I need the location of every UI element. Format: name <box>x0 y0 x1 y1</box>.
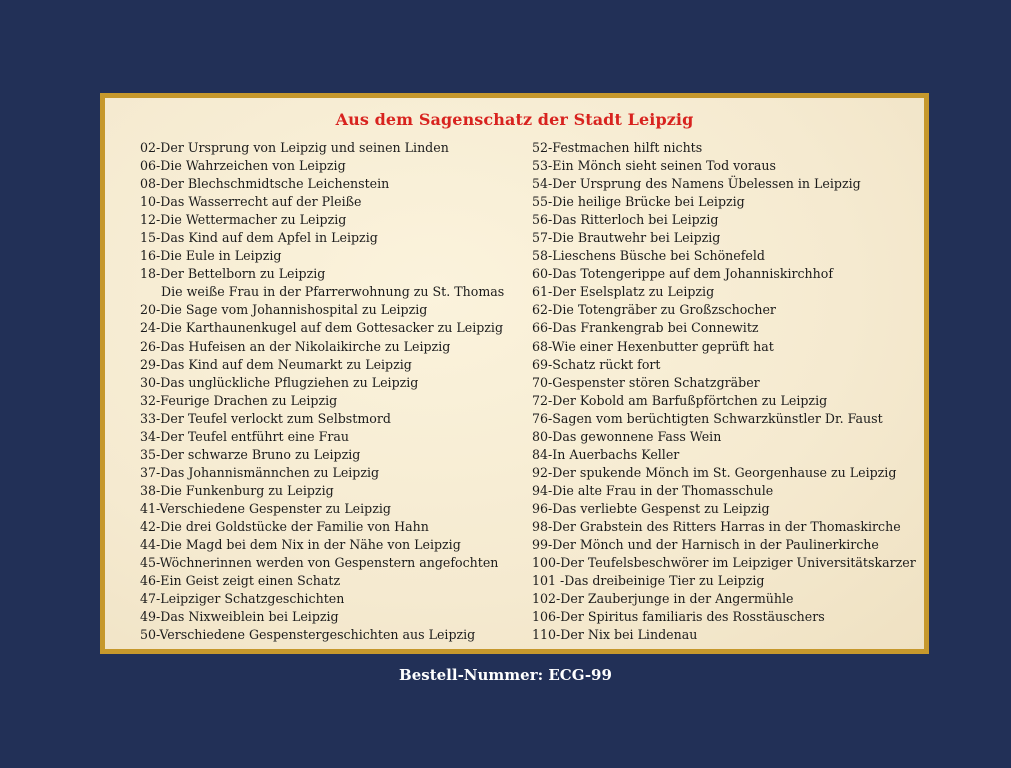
list-item: 08-Der Blechschmidtsche Leichenstein <box>140 176 390 192</box>
list-item: 02-Der Ursprung von Leipzig und seinen Linden <box>140 140 449 155</box>
list-item: 53-Ein Mönch sieht seinen Tod voraus <box>532 158 776 174</box>
list-item: 68-Wie einer Hexenbutter geprüft hat <box>532 338 774 354</box>
list-item: 69-Schatz rückt fort <box>532 356 661 372</box>
list-item: 42-Die drei Goldstücke der Familie von Hahn <box>140 518 429 534</box>
list-item: 20-Die Sage vom Johannishospital zu Leipzig <box>140 302 428 318</box>
list-item: 102-Der Zauberjunge in der Angermühle <box>532 591 794 607</box>
list-item: 61-Der Eselsplatz zu Leipzig <box>532 284 715 300</box>
list-item: 44-Die Magd bei dem Nix in der Nähe von Leipzig <box>140 537 461 553</box>
list-item: 16-Die Eule in Leipzig <box>140 248 282 264</box>
list-item: 15-Das Kind auf dem Apfel in Leipzig <box>140 230 378 246</box>
list-item: 58-Lieschens Büsche bei Schönefeld <box>532 248 765 264</box>
list-item: 12-Die Wettermacher zu Leipzig <box>140 212 347 228</box>
list-item: 24-Die Karthaunenkugel auf dem Gottesacker zu Leipzig <box>140 320 504 336</box>
order-number: Bestell-Nummer: ECG-99 <box>399 666 612 684</box>
list-item: 46-Ein Geist zeigt einen Schatz <box>140 573 341 589</box>
list-item: 37-Das Johannismännchen zu Leipzig <box>140 464 380 480</box>
list-item: 56-Das Ritterloch bei Leipzig <box>532 212 719 228</box>
card-title: Aus dem Sagenschatz der Stadt Leipzig <box>335 110 694 129</box>
legend-card <box>100 93 929 654</box>
list-item: 57-Die Brautwehr bei Leipzig <box>532 230 721 246</box>
list-item: 49-Das Nixweiblein bei Leipzig <box>140 609 339 625</box>
list-item: 84-In Auerbachs Keller <box>532 446 680 462</box>
list-item: 72-Der Kobold am Barfußpförtchen zu Leipzig <box>532 392 828 408</box>
list-item: 32-Feurige Drachen zu Leipzig <box>140 392 338 408</box>
list-item: 92-Der spukende Mönch im St. Georgenhause zu Leipzig <box>532 464 897 480</box>
list-item: 38-Die Funkenburg zu Leipzig <box>140 482 334 498</box>
list-item: 26-Das Hufeisen an der Nikolaikirche zu Leipzig <box>140 338 451 354</box>
list-item: 100-Der Teufelsbeschwörer im Leipziger Universitätskarzer <box>532 555 916 571</box>
left-column-list <box>140 139 504 644</box>
list-item: 10-Das Wasserrecht auf der Pleiße <box>140 194 362 210</box>
list-item: 76-Sagen vom berüchtigten Schwarzkünstler Dr. Faust <box>532 410 883 426</box>
list-item: Die weiße Frau in der Pfarrerwohnung zu St. Thomas <box>161 284 505 300</box>
list-item: 45-Wöchnerinnen werden von Gespenstern angefochten <box>140 555 499 571</box>
right-column-list <box>532 139 916 644</box>
list-item: 47-Leipziger Schatzgeschichten <box>140 591 345 607</box>
list-item: 94-Die alte Frau in der Thomasschule <box>532 482 774 498</box>
list-item: 62-Die Totengräber zu Großzschocher <box>532 302 776 318</box>
list-item: 54-Der Ursprung des Namens Übelessen in Leipzig <box>532 176 861 192</box>
list-item: 101 -Das dreibeinige Tier zu Leipzig <box>532 573 765 589</box>
list-item: 106-Der Spiritus familiaris des Rosstäuschers <box>532 609 825 625</box>
list-item: 98-Der Grabstein des Ritters Harras in der Thomaskirche <box>532 518 901 534</box>
list-item: 66-Das Frankengrab bei Connewitz <box>532 320 759 336</box>
list-item: 60-Das Totengerippe auf dem Johanniskirchhof <box>532 266 834 282</box>
list-item: 55-Die heilige Brücke bei Leipzig <box>532 194 745 210</box>
list-item: 41-Verschiedene Gespenster zu Leipzig <box>140 500 391 516</box>
list-item: 50-Verschiedene Gespenstergeschichten aus Leipzig <box>140 627 476 643</box>
list-item: 33-Der Teufel verlockt zum Selbstmord <box>140 410 391 426</box>
list-item: 34-Der Teufel entführt eine Frau <box>140 428 350 444</box>
list-item: 29-Das Kind auf dem Neumarkt zu Leipzig <box>140 356 412 372</box>
list-item: 99-Der Mönch und der Harnisch in der Paulinerkirche <box>532 537 879 553</box>
list-item: 35-Der schwarze Bruno zu Leipzig <box>140 446 361 462</box>
list-item: 06-Die Wahrzeichen von Leipzig <box>140 158 346 174</box>
list-item: 96-Das verliebte Gespenst zu Leipzig <box>532 500 770 516</box>
list-item: 52-Festmachen hilft nichts <box>532 140 703 155</box>
list-item: 110-Der Nix bei Lindenau <box>532 627 698 643</box>
list-item: 80-Das gewonnene Fass Wein <box>532 428 722 444</box>
list-item: 70-Gespenster stören Schatzgräber <box>532 374 760 390</box>
list-item: 30-Das unglückliche Pflugziehen zu Leipzig <box>140 374 419 390</box>
list-item: 18-Der Bettelborn zu Leipzig <box>140 266 326 282</box>
